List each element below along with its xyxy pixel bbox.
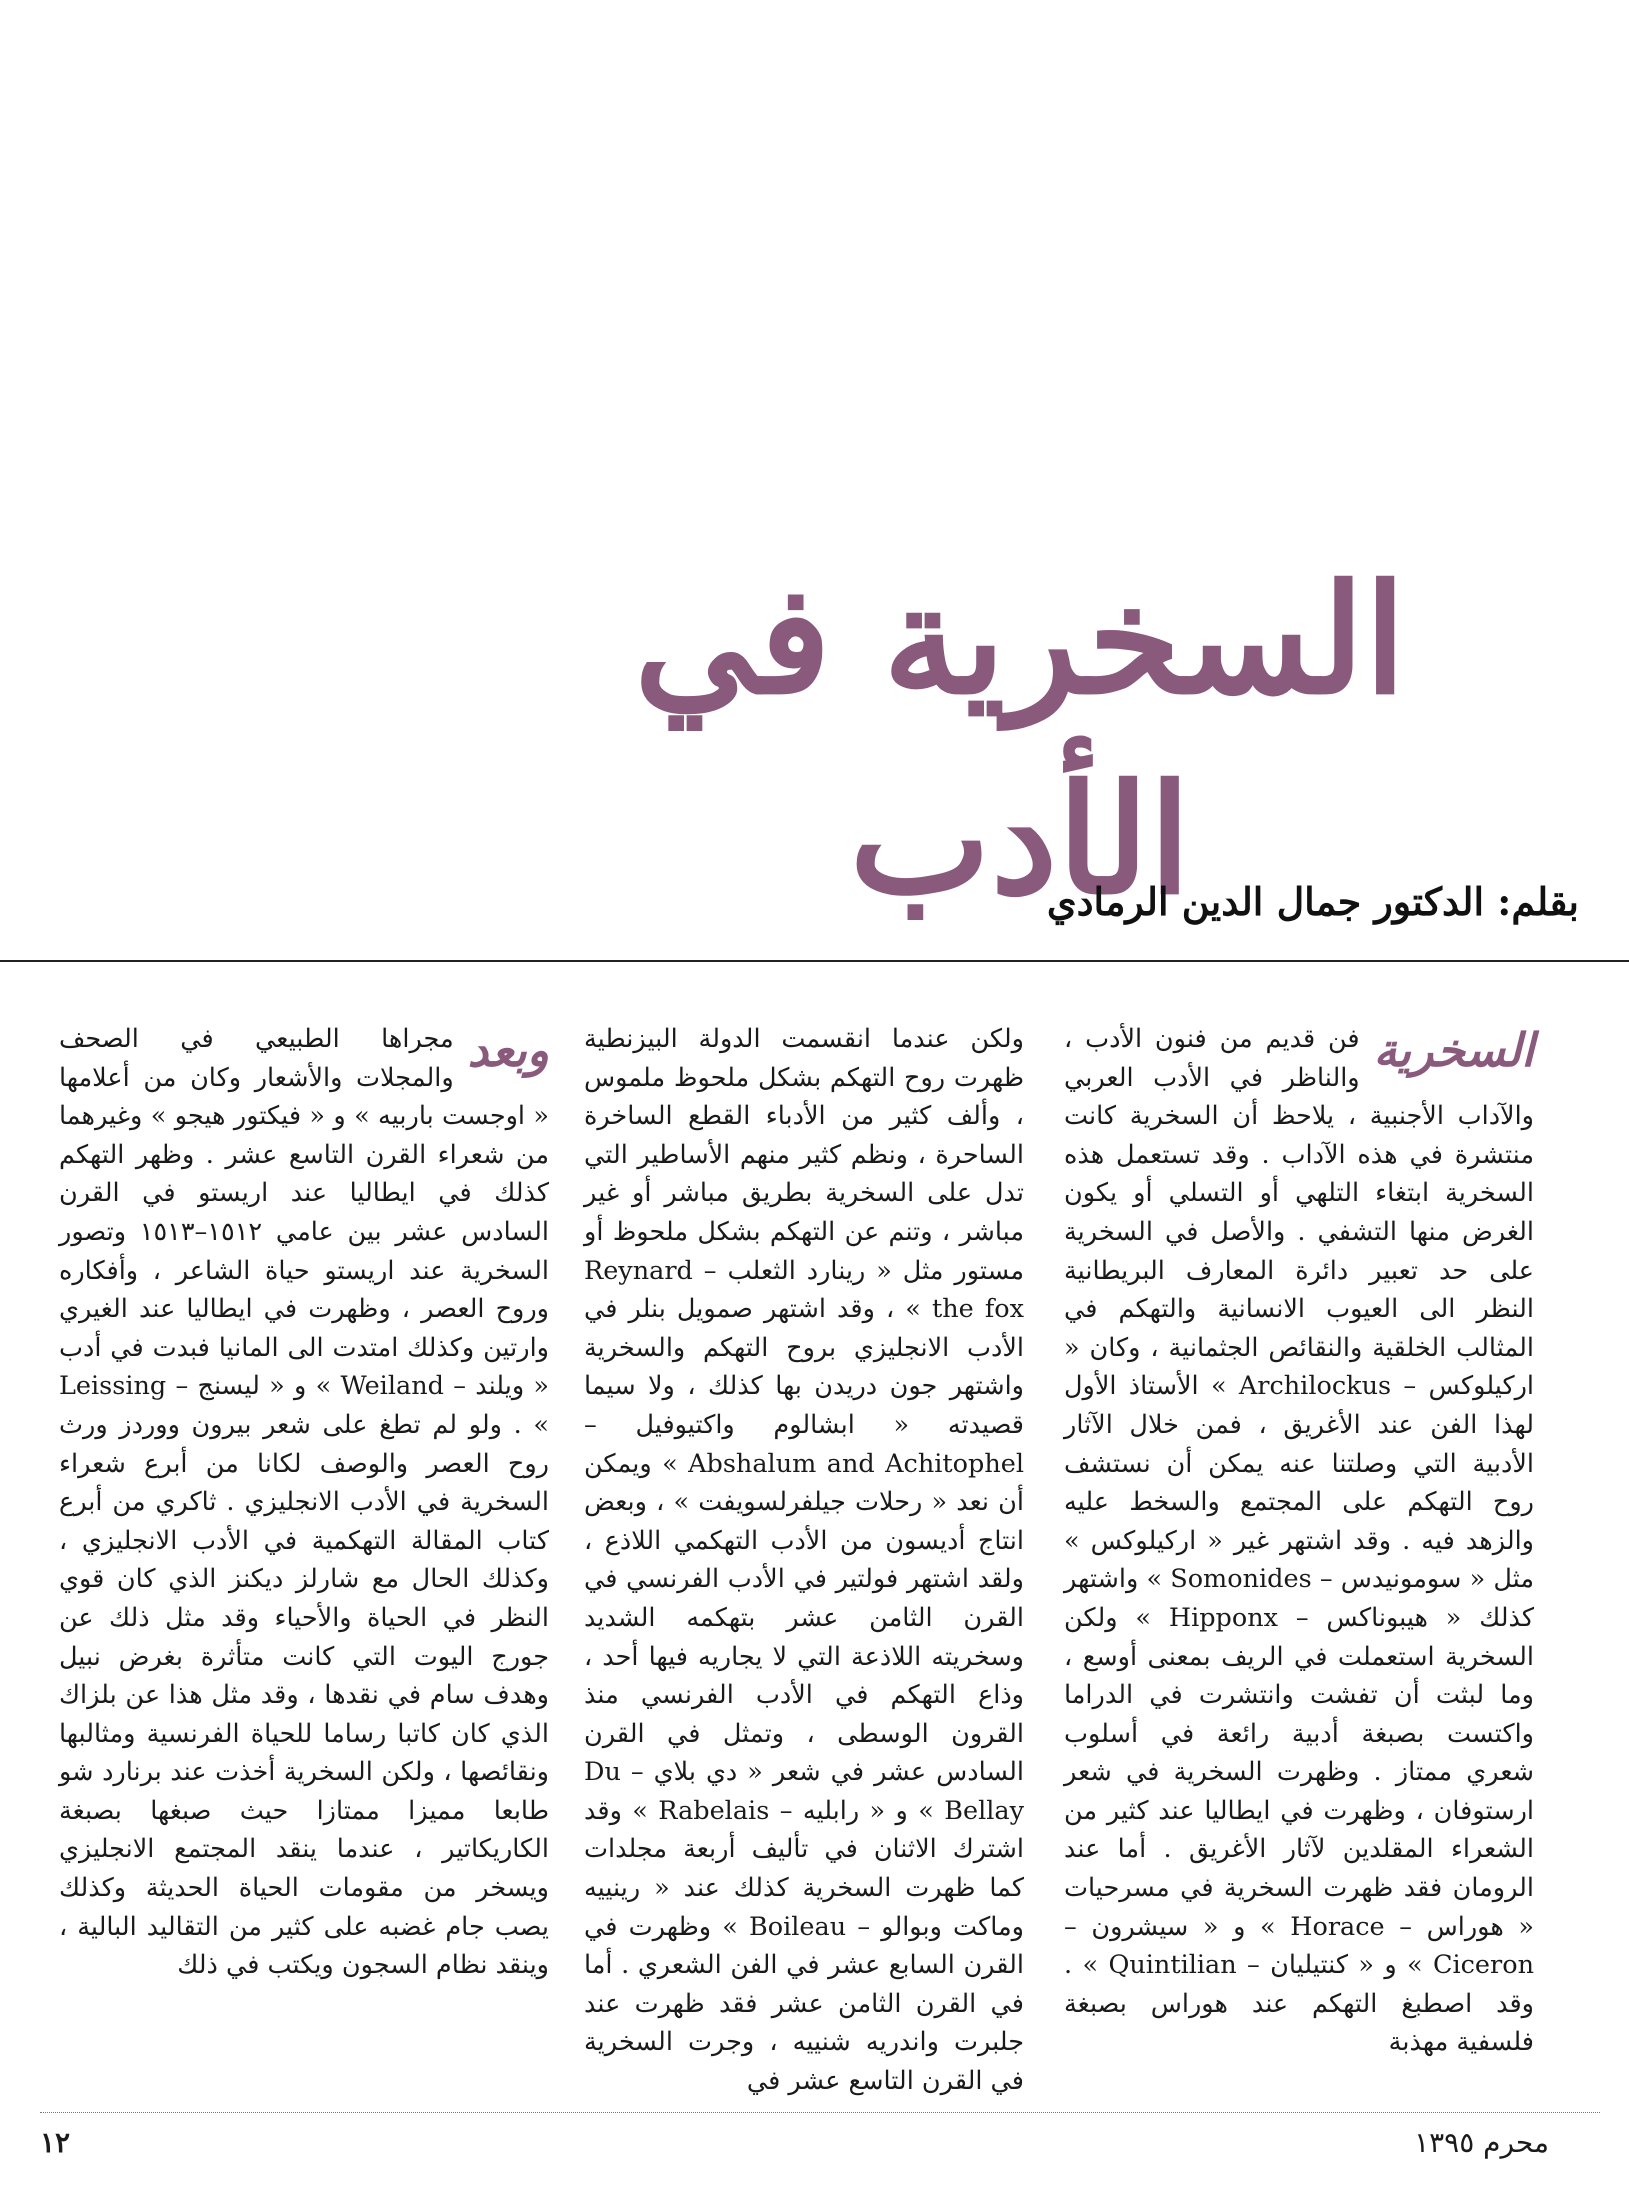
article-column-3 <box>59 1020 549 2040</box>
column-3-paragraph <box>59 1020 549 1985</box>
issue-date: محرم ١٣٩٥ <box>1414 2126 1549 2159</box>
drop-word-1: السخرية <box>1373 1023 1534 1077</box>
author-byline: بقلم: الدكتور جمال الدين الرمادي <box>1046 879 1579 924</box>
header-divider <box>0 960 1629 962</box>
column-1-paragraph <box>1064 1020 1534 2062</box>
footer-divider <box>40 2112 1600 2113</box>
column-3-text: مجراها الطبيعي في الصحف والمجلات والأشعار وكان من أعلامها « اوجست باربيه » و « فيكتور هيجو » وغيرهما من شعراء القرن التاسع عشر . وظهر التهكم كذلك في ايطاليا عند اريستو في القرن السادس عشر بين عامي ١٥١٢–١٥١٣ وتصور السخرية عند اريستو حياة الشاعر ، وأفكاره وروح العصر ، وظهرت في ايطاليا عند الغيري وارتين وكذلك امتدت الى المانيا فبدت في أدب « ويلند – Weiland » و « ليسنج – Leissing » . ولو لم تطغ على شعر بيرون ووردز ورث روح العصر والوصف لكانا من أبرع شعراء السخرية في الأدب الانجليزي . ثاكري من أبرع كتاب المقالة التهكمية في الأدب الانجليزي ، وكذلك الحال مع شارلز ديكنز الذي كان قوي النظر في الحياة والأحياء وقد مثل ذلك عن جورج اليوت التي كانت متأثرة بغرض نبيل وهدف سام في نقدها ، وقد مثل هذا عن بلزاك الذي كان كاتبا رساما للحياة الفرنسية ومثالبها ونقائصها ، ولكن السخرية أخذت عند برنارد شو طابعا مميزا ممتازا حيث صبغها بصبغة الكاريكاتير ، عندما ينقد المجتمع الانجليزي ويسخر من مقومات الحياة الحديثة وكذلك يصب جام غضبه على كثير من التقاليد البالية ، وينقد نظام السجون ويكتب في ذلك <box>59 1024 549 1981</box>
drop-word-3: وبعد <box>467 1023 549 1077</box>
column-2-paragraph <box>584 1020 1024 2101</box>
article-column-2 <box>584 1020 1024 2097</box>
page-number: ١٢ <box>40 2126 71 2159</box>
column-2-text: ولكن عندما انقسمت الدولة البيزنطية ظهرت روح التهكم بشكل ملحوظ ملموس ، وألف كثير من الأدباء القطع الساخرة الساحرة ، ونظم كثير منهم الأساطير التي تدل على السخرية بطريق مباشر أو غير مباشر ، وتنم عن التهكم بشكل ملحوظ أو مستور مثل « رينارد الثعلب – Reynard the fox » ، وقد اشتهر صمويل بنلر في الأدب الانجليزي بروح التهكم والسخرية واشتهر جون دريدن بها كذلك ، ولا سيما قصيدته « ابشالوم واكتيوفيل – Abshalum and Achitophel » ويمكن أن نعد « رحلات جيلفرلسويفت » ، وبعض انتاج أديسون من الأدب التهكمي اللاذع ، ولقد اشتهر فولتير في الأدب الفرنسي في القرن الثامن عشر بتهكمه الشديد وسخريته اللاذعة التي لا يجاريه فيها أحد ، وذاع التهكم في الأدب الفرنسي منذ القرون الوسطى ، وتمثل في القرن السادس عشر في شعر « دي بلاي – Du Bellay » و « رابليه – Rabelais » وقد اشترك الاثنان في تأليف أربعة مجلدات كما ظهرت السخرية كذلك عند « رينييه وماكت وبوالو – Boileau » وظهرت في القرن السابع عشر في الفن الشعري . أما في القرن الثامن عشر فقد ظهرت عند جلبرت واندريه شنييه ، وجرت السخرية في القرن التاسع عشر في <box>584 1024 1024 2097</box>
article-title: السخرية في الأدب <box>634 552 1406 928</box>
article-column-1 <box>1064 1020 1534 2058</box>
column-1-text: فن قديم من فنون الأدب ، والناظر في الأدب العربي والآداب الأجنبية ، يلاحظ أن السخرية كانت منتشرة في هذه الآداب . وقد تستعمل هذه السخرية ابتغاء التلهي أو التسلي أو يكون الغرض منها التشفي . والأصل في السخرية على حد تعبير دائرة المعارف البريطانية النظر الى العيوب الانسانية والتهكم في المثالب الخلقية والنقائص الجثمانية ، وكان « اركيلوكس – Archilockus » الأستاذ الأول لهذا الفن عند الأغريق ، فمن خلال الآثار الأدبية التي وصلتنا عنه يمكن أن نستشف روح التهكم على المجتمع والسخط عليه والزهد فيه . وقد اشتهر غير « اركيلوكس » مثل « سومونيدس – Somonides » واشتهر كذلك « هيبوناكس – Hipponx » ولكن السخرية استعملت في الريف بمعنى أوسع ، وما لبثت أن تفشت وانتشرت في الدراما واكتست بصبغة أدبية رائعة في أسلوب شعري ممتاز . وظهرت السخرية في شعر ارستوفان ، وظهرت في ايطاليا عند كثير من الشعراء المقلدين لآثار الأغريق . أما عند الرومان فقد ظهرت السخرية في مسرحيات « هوراس – Horace » و « سيشرون – Ciceron » و « كنتيليان – Quintilian » . وقد اصطبغ التهكم عند هوراس بصبغة فلسفية مهذبة <box>1064 1024 1534 2058</box>
